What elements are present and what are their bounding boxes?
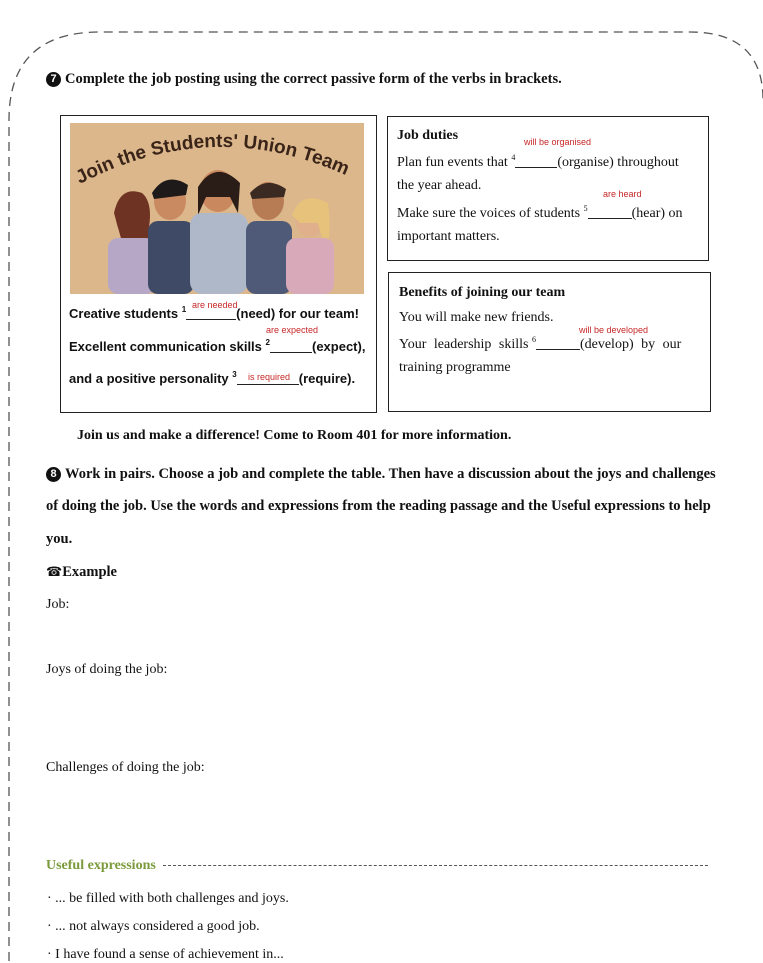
blank-6-number: 6 [531, 335, 536, 344]
poster-banner: Join the Students' Union Team [72, 130, 353, 189]
q7-instruction: Complete the job posting using the correct passive form of the verbs in brackets. [65, 71, 562, 87]
example-label: Example [62, 564, 117, 580]
benefits-line-1: You will make new friends. [399, 310, 554, 325]
duties-line-3 [397, 204, 683, 222]
q8-line-2: of doing the job. Use the words and expressions from the reading passage and the Useful expressions to help [46, 498, 711, 514]
answer-3: is required [248, 372, 291, 382]
poster-line-1-verb: (need) for our team! [236, 306, 359, 321]
duties-line-2: the year ahead. [397, 178, 482, 193]
poster-line-2 [69, 338, 365, 354]
useful-item-3: · I have found a sense of achievement in... [47, 947, 284, 962]
useful-expressions-title: Useful expressions [46, 858, 156, 873]
answer-6: will be developed [579, 325, 649, 335]
q7-number: 7 [46, 72, 61, 87]
q8-line-3: you. [46, 531, 73, 547]
benefits-line-2 [399, 335, 699, 353]
blank-1[interactable] [186, 307, 236, 320]
poster-illustration [70, 123, 364, 294]
answer-2: are expected [266, 325, 319, 335]
duties-line-1-verb: (organise) throughout [557, 155, 679, 170]
useful-item-1: · ... be filled with both challenges and joys. [47, 891, 289, 906]
blank-2[interactable] [270, 340, 312, 353]
benefits-line-3: training programme [399, 360, 511, 375]
job-label: Job: [46, 597, 70, 612]
duties-line-3-verb: (hear) on [631, 206, 683, 221]
example-heading [46, 564, 117, 581]
blank-2-number: 2 [265, 338, 270, 347]
duties-line-3-text: Make sure the voices of students [397, 206, 581, 221]
benefits-heading: Benefits of joining our team [399, 285, 566, 300]
benefits-line-2-text: Your leadership skills [399, 337, 529, 352]
poster-line-2-text: Excellent communication skills [69, 339, 262, 354]
poster-line-1 [69, 305, 359, 321]
job-duties-heading: Job duties [397, 128, 459, 143]
poster-line-3-text: and a positive personality [69, 371, 229, 386]
closing-line: Join us and make a difference! Come to Room 401 for more information. [77, 428, 512, 443]
answer-1: are needed [192, 300, 238, 310]
blank-4-number: 4 [511, 153, 516, 162]
blank-3[interactable] [237, 372, 299, 385]
blank-1-number: 1 [181, 305, 187, 314]
poster-line-3-verb: (require). [298, 371, 356, 386]
answer-5: are heard [603, 189, 642, 199]
duties-line-1 [397, 153, 679, 171]
joys-label: Joys of doing the job: [46, 662, 168, 677]
useful-item-2: · ... not always considered a good job. [47, 919, 260, 934]
poster-image [70, 123, 364, 294]
useful-expressions-rule [163, 865, 708, 866]
phone-icon: ☎ [46, 565, 63, 580]
q8-line-1 [46, 466, 716, 483]
blank-5-number: 5 [583, 204, 588, 213]
challenges-label: Challenges of doing the job: [46, 760, 205, 775]
q8-number: 8 [46, 467, 61, 482]
poster-line-3 [69, 370, 355, 386]
blank-3-number: 3 [232, 370, 237, 379]
blank-5[interactable] [588, 206, 632, 219]
poster-line-2-verb: (expect), [311, 339, 366, 354]
duties-line-1-text: Plan fun events that [397, 155, 508, 170]
benefits-line-2-verb: (develop) by our [579, 337, 682, 352]
blank-6[interactable] [536, 337, 580, 350]
blank-4[interactable] [515, 155, 557, 168]
duties-line-4: important matters. [397, 229, 500, 244]
q8-line-1-text: Work in pairs. Choose a job and complete the table. Then have a discussion about the joys and challenges [65, 466, 716, 482]
poster-line-1-text: Creative students [69, 306, 179, 321]
q7-title [46, 71, 562, 88]
answer-4: will be organised [524, 137, 592, 147]
